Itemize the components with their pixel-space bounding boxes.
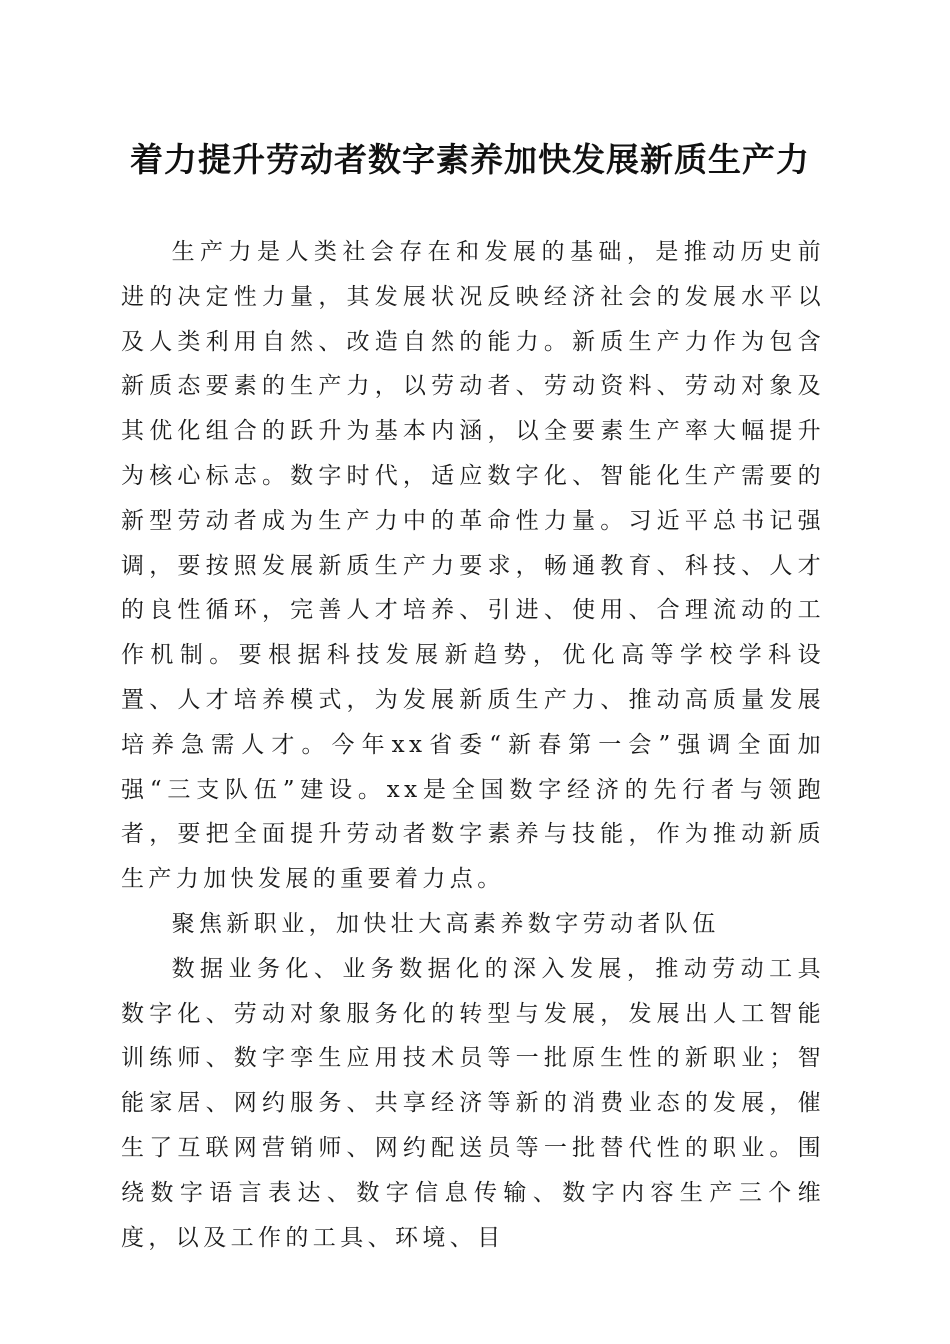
section-heading: 聚焦新职业，加快壮大高素养数字劳动者队伍 (171, 910, 720, 937)
document-body (121, 230, 825, 1260)
paragraph-intro: 生产力是人类社会存在和发展的基础，是推动历史前进的决定性力量，其发展状况反映经济社会的发展水平以及人类利用自然、改造自然的能力。新质生产力作为包含新质态要素的生产力，以劳动者、劳动资料、劳动对象及其优化组合的跃升为基本内涵，以全要素生产率大幅提升为核心标志。数字时代，适应数字化、智能化生产需要的新型劳动者成为生产力中的革命性力量。习近平总书记强调，要按照发展新质生产力要求，畅通教育、科技、人才的良性循环，完善人才培养、引进、使用、合理流动的工作机制。要根据科技发展新趋势，优化高等学校学科设置、人才培养模式，为发展新质生产力、推动高质量发展培养急需人才。今年xx省委“新春第一会”强调全面加强“三支队伍”建设。xx是全国数字经济的先行者与领跑者，要把全面提升劳动者数字素养与技能，作为推动新质生产力加快发展的重要着力点。 (121, 239, 825, 893)
document-title: 着力提升劳动者数字素养加快发展新质生产力 (130, 140, 810, 179)
paragraph-new-occupations: 数据业务化、业务数据化的深入发展，推动劳动工具数字化、劳动对象服务化的转型与发展，发展出人工智能训练师、数字孪生应用技术员等一批原生性的新职业；智能家居、网约服务、共享经济等新的消费业态的发展，催生了互联网营销师、网约配送员等一批替代性的职业。围绕数字语言表达、数字信息传输、数字内容生产三个维度，以及工作的工具、环境、目 (121, 955, 825, 1251)
